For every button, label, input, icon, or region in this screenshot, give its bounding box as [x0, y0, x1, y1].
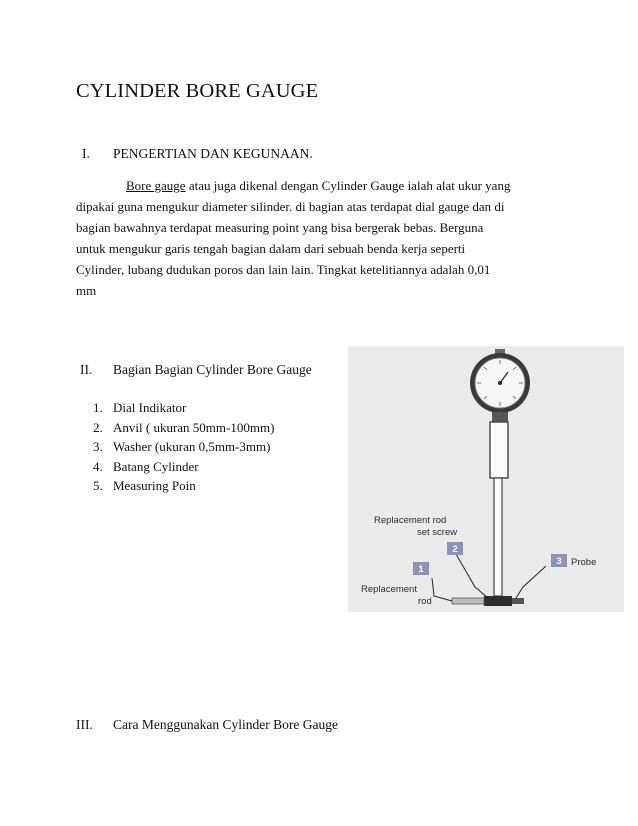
svg-text:2: 2: [452, 544, 458, 555]
parts-list: [93, 398, 274, 496]
label-probe: Probe: [571, 557, 597, 568]
label-replacement: Replacement: [361, 584, 417, 595]
paragraph-line: mm: [76, 283, 97, 298]
list-item: 2. Anvil ( ukuran 50mm-100mm): [93, 419, 275, 435]
paragraph-line: Cylinder, lubang dudukan poros dan lain lain. Tingkat ketelitiannya adalah 0,01: [76, 262, 491, 277]
list-item: 3. Washer (ukuran 0,5mm-3mm): [93, 439, 271, 454]
list-item: 4. Batang Cylinder: [93, 458, 199, 474]
dial-indicator-drawing: [470, 349, 530, 422]
section-number: II.: [80, 362, 93, 377]
paragraph-line: dipakai guna mengukur diameter silinder. di bagian atas terdapat dial gauge dan di: [76, 199, 505, 214]
section-number: III.: [76, 717, 93, 732]
label-rod: rod: [418, 596, 432, 607]
section-title: Cara Menggunakan Cylinder Bore Gauge: [113, 717, 338, 732]
list-item: 1. Dial Indikator: [93, 400, 187, 415]
list-item: 5. Measuring Poin: [93, 478, 196, 493]
svg-text:1: 1: [418, 564, 424, 575]
label-replacement-rod-set-screw: Replacement rod: [374, 515, 447, 526]
bore-gauge-figure: [348, 346, 624, 612]
cylinder-shaft-drawing: [490, 422, 508, 596]
paragraph-line: untuk mengukur garis tengah bagian dalam dari sebuah benda kerja seperti: [76, 241, 466, 256]
definition-paragraph: [76, 175, 556, 301]
paragraph-line: atau juga dikenal dengan Cylinder Gauge ialah alat ukur yang: [185, 178, 511, 193]
paragraph-line: bagian bawahnya terdapat measuring point yang bisa bergerak bebas. Berguna: [76, 220, 484, 235]
section-title: Bagian Bagian Cylinder Bore Gauge: [113, 362, 312, 377]
marker-3: [551, 554, 567, 567]
marker-1: [413, 562, 429, 575]
label-set-screw: set screw: [417, 527, 458, 538]
marker-2: [447, 542, 463, 555]
bore-gauge-term: Bore gauge: [126, 178, 186, 193]
section-title: PENGERTIAN DAN KEGUNAAN.: [113, 146, 313, 161]
section-number: I.: [82, 146, 90, 161]
svg-text:3: 3: [556, 556, 562, 567]
document-title: CYLINDER BORE GAUGE: [76, 80, 319, 102]
